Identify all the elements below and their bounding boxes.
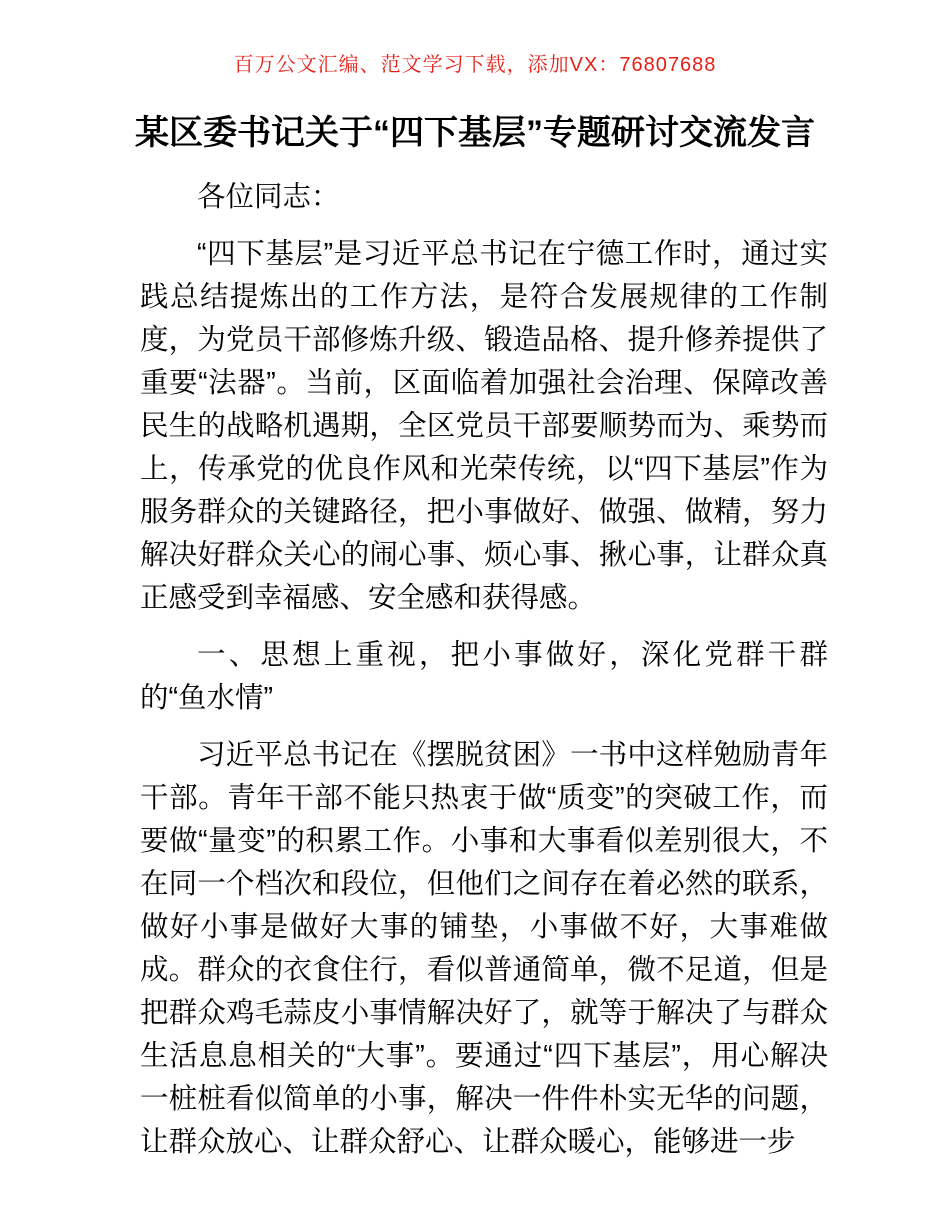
salutation: 各位同志： [197, 181, 340, 213]
intro-paragraph: “四下基层”是习近平总书记在宁德工作时，通过实践总结提炼出的工作方法，是符合发展规律的工作制度，为党员干部修炼升级、锻造品格、提升修养提供了重要“法器”。当前，区面临着加强社会治理、保障改善民生的战略机遇期，全区党员干部要顺势而为、乘势而上，传承党的优良作风和光荣传统，以“四下基层”作为服务群众的关键路径，把小事做好、做强、做精，努力解决好群众关心的闹心事、烦心事、揪心事，让群众真正感受到幸福感、安全感和获得感。 [140, 238, 828, 614]
document-body [140, 176, 828, 1164]
watermark-header: 百万公文汇编、范文学习下载，添加VX：76807688 [233, 54, 717, 76]
section-heading-1: 一、思想上重视，把小事做好，深化党群干群的“鱼水情” [140, 639, 828, 714]
document-title: 某区委书记关于“四下基层”专题研讨交流发言 [135, 114, 815, 152]
section-1-paragraph: 习近平总书记在《摆脱贫困》一书中这样勉励青年干部。青年干部不能只热衷于做“质变”的突破工作，而要做“量变”的积累工作。小事和大事看似差别很大，不在同一个档次和段位，但他们之间存在着必然的联系，做好小事是做好大事的铺垫，小事做不好，大事难做成。群众的衣食住行，看似普通简单，微不足道，但是把群众鸡毛蒜皮小事情解决好了，就等于解决了与群众生活息息相关的“大事”。要通过“四下基层”，用心解决一桩桩看似简单的小事，解决一件件朴实无华的问题，让群众放心、让群众舒心、让群众暖心，能够进一步 [140, 739, 828, 1158]
